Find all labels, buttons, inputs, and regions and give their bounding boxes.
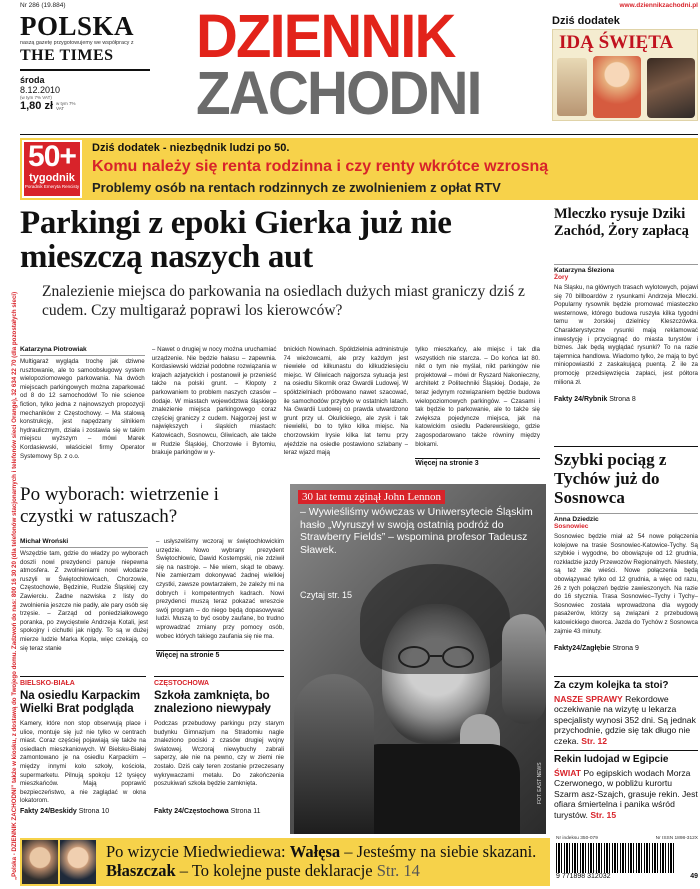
train-story[interactable] xyxy=(554,446,698,652)
lead-deck: Znalezienie miejsca do parkowania na osiedlach dużych miast graniczy dziś z cudem. Czy multigaraż poprawi los kierowców? xyxy=(42,283,525,319)
czestochowa-section: CZĘSTOCHOWA xyxy=(154,680,210,687)
barcode-number: 9 771898 312032 xyxy=(556,873,611,880)
stoi-story[interactable] xyxy=(554,676,698,746)
egypt-headline[interactable]: Rekin ludojad w Egipcie xyxy=(554,754,669,765)
bottom-headline[interactable]: Po wizycie Miedwiediewa: Wałęsa – Jesteśmy na siebie skazani. Błaszczak – To kolejne puste deklaracje Str. 14 xyxy=(106,842,537,880)
bielsko-headline[interactable]: Na osiedlu Karpackim Wielki Brat podgląda xyxy=(20,690,141,715)
banner-50plus[interactable] xyxy=(20,138,698,200)
masthead-title xyxy=(196,2,546,130)
website[interactable]: www.dziennikzachodni.pl xyxy=(619,2,698,9)
lennon-hair xyxy=(360,564,510,674)
polska-logo: POLSKA xyxy=(20,11,135,41)
czestochowa-ref[interactable]: Fakty 24/Częstochowa Strona 11 xyxy=(154,808,261,815)
vat-note: (w tym 7% VAT) xyxy=(20,95,52,100)
side-subscription-note: „Polska - DZIENNIK ZACHODNI” także w kiosku, z dostawą do Twojego domu. Zadzwoń do nas: 800 16 30 20 (dla telefonów stacjonarnych i telefonów sieci Orange), 32 634 22 70 (dla pozostałych sieci) xyxy=(11,291,18,880)
mleczko-place: Żory xyxy=(554,274,569,281)
index-number: Nr indeksu 350-079 xyxy=(556,836,598,841)
price: 1,80 zł xyxy=(20,100,54,112)
lead-col-3: bnickich Nowinach. Spółdzielnia administruje 74 wieżowcami, ale przy każdym jest niewiele od kilkunastu do kilkudziesięciu miejsc. W Gliwicach najgorsza sytuacja jest na osiedlu Sikornik oraz Gwardii Ludowej. W spółdzielniach próbowano nawet szacować, ile samochodów przybyło w ostatnich latach. Na Gwardii Ludowej co prawda utwardzono grunt przy ul. Okulickiego, ale zysk i tak niewielki, bo to tylko kilka miejsc. Na chorzowskim Irysie kilka lat temu przy wjeździe na osiedle postawiono szlabany – teraz wjazd mają xyxy=(283,346,409,457)
mleczko-headline[interactable]: Mleczko rysuje Dziki Zachód, Żory zapłacą xyxy=(554,206,689,239)
lennon-caption: – Wywieśliśmy wówczas w Uniwersytecie Śląskim hasło „Wyruszył w swoją ostatnią podróż do Strawberry Fields” – wspomina profesor Tadeusz Sławek. xyxy=(300,506,533,556)
lead-col-1: Multigaraż wygląda trochę jak dziwne rusztowanie, ale to samoobsługowy system wielopoziomowego parkowania. Na dwóch miejscach parkingowych można zaparkować od 8 do 12 samochodów! To nie science fiction, tylko jedna z najnowszych propozycji mechaników z Częstochowy. – Ma stalową konstrukcję, jest napędzany silnikiem hydraulicznym, działa i zostawia się w takim miejscu wyższym – mówi Marek Kordasiewski, właściciel firmy Operator Systemowy Sp. z o.o. xyxy=(20,358,145,460)
mleczko-story[interactable] xyxy=(554,206,698,403)
date: 8.12.2010 xyxy=(20,85,61,95)
title-zachodni: ZACHODNI xyxy=(196,59,481,127)
train-place: Sosnowiec xyxy=(554,523,589,530)
lead-story[interactable] xyxy=(20,206,540,478)
background-person-right xyxy=(502,614,546,724)
lennon-kicker: 30 lat temu zginął John Lennon xyxy=(298,490,445,504)
election-story[interactable] xyxy=(20,484,284,670)
czestochowa-body: Podczas przebudowy parkingu przy starym budynku Gimnazjum na Stradomiu nagle znaleziono pociski z czasów drugiej wojny światowej. Wczoraj niewybuchy zabrali saperzy, ale nie na pewno, czy w ziemi nie zostało. Dziś cały teren zostanie przeczesany wykrywaczami metalu. Do zakończenia poszukiwań szkoła będzie zamknięta. xyxy=(154,720,284,788)
mleczko-body: Na Śląsku, na głównych trasach wylotowych, pojawi się 70 billboardów z rysunkami Andrzeja Mleczki. Popularny rysownik będzie promować miasteczko westernowe, którego budowa ruszyła kilka tygodni temu w żorskiej dzielnicy Kleszczówka. Charakterystyczne rysunki mają reklamować inwestycję i przyciągnąć do miasta turystów i biznes. Jak będą wyglądać rysunki? To na razie tajemnica handlowa. Wiadomo tylko, że mają to być miniopowiastki z zaskakującą puentą. Z ile za promocję przedsięwzięcia zapłaci, jest półtora miliona zł. xyxy=(554,284,698,386)
czestochowa-story[interactable] xyxy=(154,676,284,836)
badge-50plus: 50+ tygodnik Poradnik Emeryta Rencisty xyxy=(22,140,82,198)
lennon-photo[interactable] xyxy=(290,484,546,834)
banner-kicker: Dziś dodatek - niezbędnik ludzi po 50. xyxy=(92,142,290,154)
lennon-ref[interactable]: Czytaj str. 15 xyxy=(300,590,353,600)
supplement-promo[interactable] xyxy=(552,2,698,130)
price-note: w tym 7% VAT xyxy=(56,101,76,111)
election-headline[interactable]: Po wyborach: wietrzenie i czystki w ratuszach? xyxy=(20,484,219,527)
lead-col-2: – Nawet o drugiej w nocy można uruchamiać urządzenie. Nie będzie hałasu – zapewnia. Kordasiewski widział podobne rozwiązania w krajach azjatyckich i postanowił je przenieść także na polski grunt. – Kłopoty z parkowaniem to problem naszych czasów – dodaje. W miastach województwa śląskiego znalezienie miejsca parkingowego coraz częściej graniczy z cudem. Najgorzej jest w największych i śląskich miastach: Katowicach, Sosnowcu, Gliwicach, ale także w Rudzie Śląskiej, Chorzowie i Bytomiu, brakuje parkingów w y- xyxy=(151,346,277,457)
times-logo: THE TIMES xyxy=(20,47,114,64)
train-body: Sosnowiec będzie miał aż 54 nowe połączenia kolejowe na trasie Sosnowiec-Katowice-Tychy. Są szybkie i wygodne, bo obowiązuje od 12 grudnia, rozkładzie jazdy Przewozów Regionalnych. Niestety, są też złe wieści. Nowe połączenia będą obowiązywać tylko od 12 grudnia, a więc od razu, 26 z tych połączeń będzie zawieszonych. Na razie do 16 stycznia. Trasa Sosnowiec–Tychy i Tychy–Sosnowiec została wprowadzona dla wygody pasażerów, którzy są związani z przebudową katowickiego dworca. Jazda do Tychów z Sosnowca zajmie 43 minuty. xyxy=(554,533,698,635)
train-ref[interactable]: Fakty24/Zagłębie Strona 9 xyxy=(554,645,639,652)
issn: Nr ISSN 1898-312X xyxy=(655,836,698,841)
supplement-cover xyxy=(552,29,698,121)
bielsko-section: BIELSKO-BIAŁA xyxy=(20,680,75,687)
election-see-more[interactable]: Więcej na stronie 5 xyxy=(156,650,284,659)
train-author: Anna Dziedzic xyxy=(554,513,698,523)
stoi-body: NASZE SPRAWY Rekordowe oczekiwanie na wizytę u lekarza specjalisty wynosi 352 dni. Są jednak przychodnie, gdzie się tak długo nie czeka. Str. 12 xyxy=(554,694,696,746)
walesa-photo xyxy=(22,840,58,884)
czestochowa-headline[interactable]: Szkoła zamknięta, bo znaleziono niewypały xyxy=(154,690,271,715)
blaszczak-photo xyxy=(60,840,96,884)
mleczko-author: Katarzyna Śleziona xyxy=(554,264,698,274)
barcode-icon xyxy=(556,843,674,873)
lead-see-more[interactable]: Więcej na stronie 3 xyxy=(415,458,540,467)
background-person-left xyxy=(294,674,374,834)
egypt-story[interactable] xyxy=(554,750,698,820)
lead-author: Katarzyna Piotrowiak xyxy=(20,346,145,356)
price-row xyxy=(20,100,150,112)
lead-columns xyxy=(20,346,540,474)
barcode-issue-digits: 49 xyxy=(690,873,698,880)
right-column xyxy=(554,206,698,876)
title-dziennik: DZIENNIK xyxy=(196,2,455,70)
masthead-rule xyxy=(20,134,698,135)
train-headline[interactable]: Szybki pociąg z Tychów już do Sosnowca xyxy=(554,450,667,507)
banner-subhead: Problemy osób na rentach rodzinnych ze zwolnieniem z opłat RTV xyxy=(92,180,501,195)
lennon-coat xyxy=(350,744,520,834)
election-col-2: – usłyszeliśmy wczoraj w świętochłowickim urzędzie. Nowo wybrany prezydent Świętochłowic, Dawid Kostempski, nie zdziwił się na nastroje. – Nie wiem, skąd te obawy. Nie zamierzam dokonywać żadnej wielkiej czystki, zawsze powtarzałem, że zależy mi na dobrych i kompetentnych kadrach. Nowi prezydenci muszą teraz pokazać wreszcie swój program – do niego będą dopasowywać ludzi. Muszą to być osoby zaufane, bo trudno wprowadzać zmiany przy pomocy osób, wobec których takiego zaufania się nie ma. xyxy=(156,538,284,640)
egypt-body: ŚWIAT Po egipskich wodach Morza Czerwonego, w pobliżu kurortu Szarm asz-Szajch, grasuje rekin. Jest ofiara śmiertelna i panika wśród turystów. Str. 15 xyxy=(554,768,698,820)
supplement-photo-left xyxy=(557,58,587,116)
supplement-photo-woman xyxy=(647,58,695,118)
election-col-1: Wszędzie tam, gdzie do władzy po wyborach doszli nowi prezydenci panuje niepewna atmosfera. Z zwolnieniami nowi włodarze ruszyli w Świętochłowicach, Chorzowie, Częstochowie, Będzinie, Rudzie Śląskiej czy Zawierciu. Żadne nazwiska z listy do zwolnienia jeszcze nie padły, ale pary osób się trzęsie. – Zarząd od poniedziałkowego poranka, po zwycięstwie Andrzeja Kotali, jest spokojny i cichutki jak nigdy. To są w dużej mierze ludzie Marka Kopla, więc czekają, co się teraz stanie xyxy=(20,550,148,652)
election-author: Michał Wroński xyxy=(20,538,148,548)
lennon-credit: FOT. EAST NEWS xyxy=(537,762,543,804)
lead-col-4: tylko mieszkańcy, ale miejsc i tak dla wszystkich nie starcza. – Do końca lat 80. nikt o tym nie myślał, nikt parkingów nie projektował – mówi dr Ryszard Nakonieczny, architekt z Politechniki Śląskiej. Dodaje, że teraz jedynym rozwiązaniem będzie budowa wielopoziomowych parkingów. – Czasami i tak będzie to parkowanie, ale to także się zwiększa pojedyncze miejsca, jak na katowickim osiedlu Paderewskiego, gdzie zagospodarowano także równiny między blokami. xyxy=(415,346,540,448)
masthead-divider xyxy=(20,69,150,71)
bielsko-body: Kamery, które non stop obserwują place i ulice, montuje się już nie tylko w centrach miast. Coraz częściej pojawiają się także na osiedlach mieszkaniowych. W Bielsku-Białej zamontowano je na osiedlu Karpackim – między innymi koło szkoły, kościoła, supermarketu. Pilnują spokoju 12 tysięcy mieszkańców. Mają poprawić bezpieczeństwo, a nie zaglądać w okna lokatorom. xyxy=(20,720,146,805)
bielsko-story[interactable] xyxy=(20,676,146,836)
issue-number: Nr 286 (19.884) xyxy=(20,2,66,9)
stoi-headline[interactable]: Za czym kolejka ta stoi? xyxy=(554,680,669,691)
supplement-title: IDĄ ŚWIĘTA xyxy=(559,32,674,53)
lead-headline[interactable]: Parkingi z epoki Gierka już nie mieszczą naszych aut xyxy=(20,205,452,275)
partner-note: naszą gazetę przygotowujemy we współpracy z xyxy=(20,40,134,46)
day: środa xyxy=(20,75,45,85)
masthead-left xyxy=(20,2,150,130)
election-columns xyxy=(20,538,284,668)
barcode-block xyxy=(556,836,698,886)
mleczko-ref[interactable]: Fakty 24/Rybnik Strona 8 xyxy=(554,396,636,403)
bielsko-ref[interactable]: Fakty 24/Beskidy Strona 10 xyxy=(20,808,110,815)
bottom-strip[interactable] xyxy=(20,838,550,886)
supplement-label: Dziś dodatek xyxy=(552,15,620,27)
supplement-photo-child xyxy=(593,56,641,118)
banner-headline: Komu należy się renta rodzinna i czy renty wkrótce wzrosną xyxy=(92,158,549,175)
